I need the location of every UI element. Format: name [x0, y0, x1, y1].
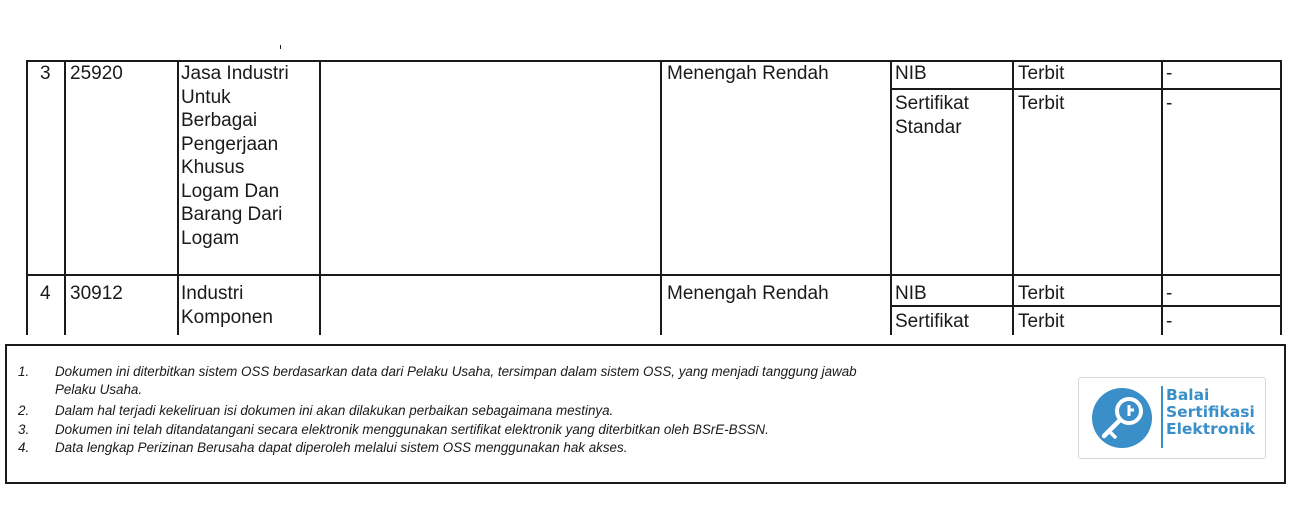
disclaimer-number: 2.	[18, 403, 30, 418]
kbli-title: Jasa Industri Untuk Berbagai Pengerjaan Khusus Logam Dan Barang Dari Logam	[181, 63, 289, 249]
key-icon	[1087, 383, 1157, 453]
permit-status: Terbit	[1018, 311, 1065, 332]
col-line-left	[26, 60, 28, 335]
bsre-logo	[1078, 377, 1266, 459]
disclaimer-text: Dokumen ini telah ditandatangani secara elektronik menggunakan sertifikat elektronik yang diterbitkan oleh BSrE-BSSN.	[55, 422, 769, 437]
row-number: 4	[40, 283, 51, 304]
permit-type: NIB	[895, 63, 927, 84]
col-line-note	[1161, 60, 1163, 335]
row-number: 3	[40, 63, 51, 84]
col-line-title	[177, 60, 179, 335]
risk-level: Menengah Rendah	[667, 283, 829, 304]
row-4-top-line	[26, 274, 1282, 276]
permit-status: Terbit	[1018, 63, 1065, 84]
risk-level: Menengah Rendah	[667, 63, 829, 84]
logo-divider	[1161, 386, 1163, 448]
permit-note: -	[1166, 283, 1173, 304]
col-line-permit	[890, 60, 892, 335]
permit-type: Sertifikat	[895, 311, 969, 332]
kbli-code: 25920	[70, 63, 123, 84]
disclaimer-number: 1.	[18, 364, 30, 379]
permit-type: NIB	[895, 283, 927, 304]
kbli-title: Industri Komponen	[181, 283, 273, 328]
row-3-permit-divider	[890, 88, 1282, 90]
permit-status: Terbit	[1018, 283, 1065, 304]
disclaimer-number: 4.	[18, 440, 30, 455]
permit-status: Terbit	[1018, 93, 1065, 114]
top-cut-mark	[280, 45, 281, 49]
col-line-kbli	[64, 60, 66, 335]
permit-note: -	[1166, 93, 1173, 114]
permit-note: -	[1166, 311, 1173, 332]
disclaimer-text: Dokumen ini diterbitkan sistem OSS berdasarkan data dari Pelaku Usaha, tersimpan dalam sistem OSS, yang menjadi tanggung jawab Pelaku Usaha.	[55, 364, 857, 397]
row-4-permit-divider	[890, 305, 1282, 307]
disclaimer-text: Data lengkap Perizinan Berusaha dapat diperoleh melalui sistem OSS menggunakan hak akses.	[55, 440, 628, 455]
col-line-status	[1012, 60, 1014, 335]
permit-note: -	[1166, 63, 1173, 84]
bsre-logo-text: Balai Sertifikasi Elektronik	[1166, 386, 1256, 438]
disclaimer-number: 3.	[18, 422, 30, 437]
kbli-code: 30912	[70, 283, 123, 304]
col-line-empty	[319, 60, 321, 335]
col-line-risk	[660, 60, 662, 335]
col-line-right	[1280, 60, 1282, 335]
permit-type: Sertifikat Standar	[895, 93, 969, 138]
disclaimer-text: Dalam hal terjadi kekeliruan isi dokumen ini akan dilakukan perbaikan sebagaimana mestinya.	[55, 403, 614, 418]
